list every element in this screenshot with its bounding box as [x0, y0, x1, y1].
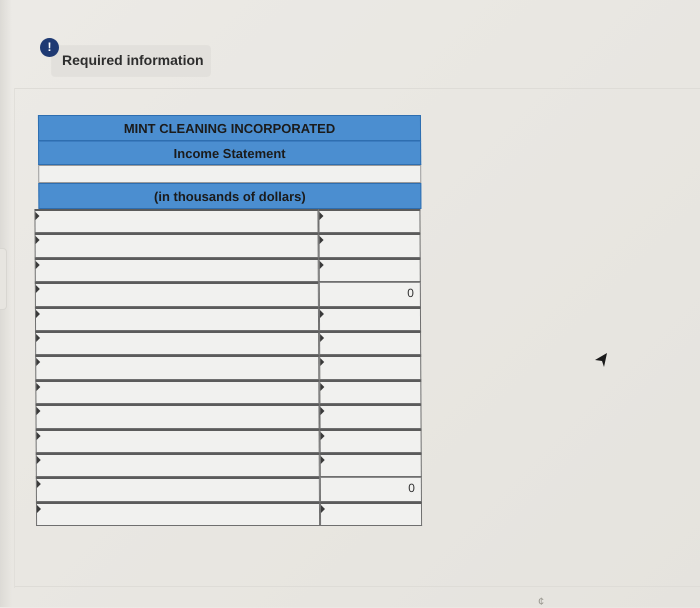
cell-marker-icon — [320, 358, 324, 366]
mouse-pointer-icon — [594, 352, 608, 368]
table-row — [35, 233, 423, 257]
table-row — [36, 429, 424, 453]
divider-line — [14, 586, 700, 587]
cell-marker-icon — [320, 334, 324, 342]
table-row — [36, 502, 424, 526]
dropdown-marker-icon — [36, 407, 40, 415]
account-name-input[interactable] — [36, 502, 320, 526]
income-statement-table — [34, 115, 424, 523]
amount-input[interactable]: 0 — [319, 282, 421, 306]
cell-marker-icon — [321, 456, 325, 464]
divider-line — [14, 88, 700, 89]
company-name-header: MINT CLEANING INCORPORATED — [38, 115, 421, 141]
dropdown-marker-icon — [36, 334, 40, 342]
dropdown-marker-icon — [36, 285, 40, 293]
cell-marker-icon — [320, 261, 324, 269]
amount-input[interactable] — [320, 453, 422, 477]
cell-marker-icon — [321, 432, 325, 440]
dropdown-marker-icon — [37, 505, 41, 513]
cell-marker-icon — [320, 407, 324, 415]
table-row — [35, 258, 423, 282]
dropdown-marker-icon — [37, 432, 41, 440]
page-corner-glyph: ¢ — [538, 596, 545, 608]
amount-input[interactable] — [319, 355, 421, 379]
amount-input[interactable] — [319, 258, 421, 282]
account-name-input[interactable] — [35, 258, 319, 282]
exclamation-circle-icon: ! — [40, 38, 59, 57]
dropdown-marker-icon — [37, 480, 41, 488]
cell-marker-icon — [320, 383, 324, 391]
amount-input[interactable] — [320, 429, 422, 453]
dropdown-marker-icon — [35, 212, 39, 220]
required-information-label: Required information — [62, 52, 204, 68]
amount-input[interactable] — [319, 331, 421, 355]
table-row — [35, 282, 423, 306]
account-name-input[interactable] — [36, 477, 320, 501]
amount-input[interactable] — [319, 233, 421, 257]
account-name-input[interactable] — [35, 331, 319, 355]
dropdown-marker-icon — [37, 456, 41, 464]
amount-input[interactable] — [318, 209, 420, 233]
account-name-input[interactable] — [35, 307, 319, 331]
amount-input[interactable]: 0 — [320, 477, 422, 501]
table-row — [36, 477, 424, 501]
account-name-input[interactable] — [36, 429, 320, 453]
amount-input[interactable] — [320, 502, 422, 526]
table-row — [35, 404, 423, 428]
account-name-input[interactable] — [35, 355, 319, 379]
dropdown-marker-icon — [36, 261, 40, 269]
divider-line — [14, 88, 15, 588]
amount-input[interactable] — [319, 380, 421, 404]
dropdown-marker-icon — [36, 236, 40, 244]
table-row — [35, 307, 423, 331]
cell-marker-icon — [319, 212, 323, 220]
units-header: (in thousands of dollars) — [38, 183, 421, 209]
account-name-input[interactable] — [35, 282, 319, 306]
statement-title-header: Income Statement — [38, 141, 421, 165]
dropdown-marker-icon — [36, 383, 40, 391]
table-row — [34, 209, 422, 233]
cell-marker-icon — [320, 236, 324, 244]
account-name-input[interactable] — [35, 404, 319, 428]
account-name-input[interactable] — [36, 453, 320, 477]
cell-marker-icon — [320, 310, 324, 318]
table-row — [35, 331, 423, 355]
side-tab — [0, 248, 7, 310]
amount-input[interactable] — [319, 307, 421, 331]
date-input[interactable] — [38, 165, 421, 183]
dropdown-marker-icon — [36, 310, 40, 318]
account-name-input[interactable] — [34, 209, 318, 233]
account-name-input[interactable] — [35, 233, 319, 257]
table-row — [35, 380, 423, 404]
table-row — [36, 453, 424, 477]
account-name-input[interactable] — [35, 380, 319, 404]
amount-input[interactable] — [319, 404, 421, 428]
table-row — [35, 355, 423, 379]
cell-marker-icon — [321, 505, 325, 513]
dropdown-marker-icon — [36, 358, 40, 366]
